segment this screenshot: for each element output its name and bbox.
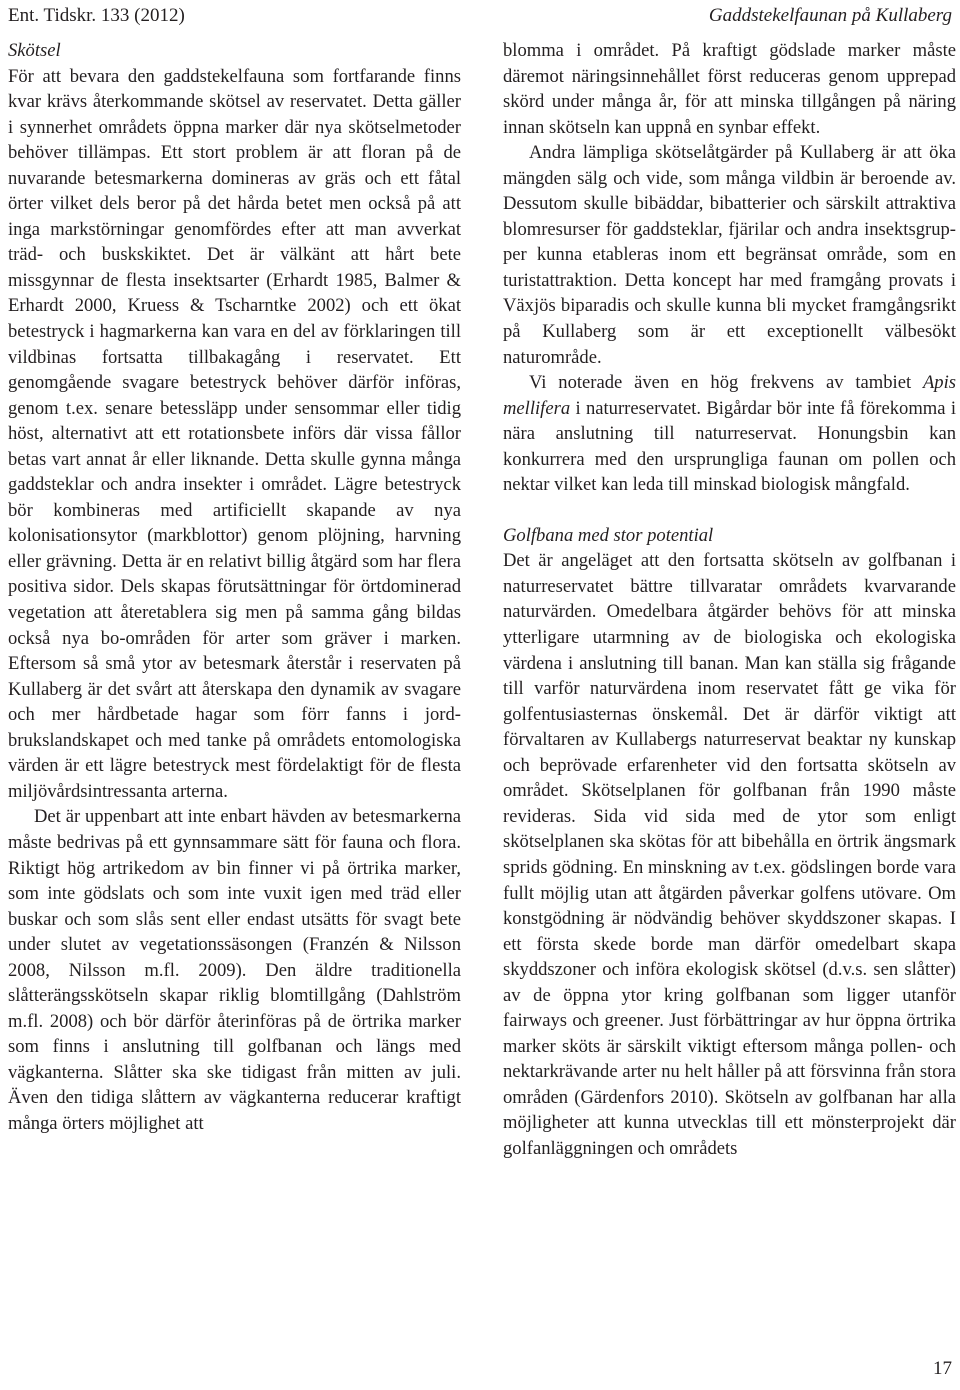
paragraph-text: i naturreservatet. Bigårdar bör inte få förekomma i nära anslutning till naturreservat. Honungsbin kan konkurrera med den ursprungliga faunan om pollen och nektar vilket kan leda till minskad biologisk mångfald. <box>503 397 956 496</box>
section-spacer <box>503 498 956 523</box>
journal-citation: Ent. Tidskr. 133 (2012) <box>8 5 185 26</box>
paragraph-text: Vi noterade även en hög frekvens av tambiet <box>529 372 923 394</box>
section-heading-skotsel: Skötsel <box>8 40 61 61</box>
right-column <box>503 38 956 1162</box>
left-column <box>8 38 461 1137</box>
body-paragraph: Det är angeläget att den fortsatta skötseln av golfbanan i naturreservatet bättre tillvaratar områdets kvarvarande naturvärden. Omedelbara åtgärder behövs för att minska ytterligare utarmning av de biologiska och ekologiska värdena i anslutning till banan. Man kan ställa sig frågande till varför naturvärdena inom reservatet fått ge vika för golfentusiasternas önskemål. Det är därför viktigt att förvaltaren av Kullabergs naturreservat beaktar ny kunskap och beprövade erfarenheter vid den fortsatta skötseln av området. Skötselplanen för golfbanan från 1990 måste revideras. Sida vid sida med de ytor som enligt skötselplanen ska skötas för att bibehålla en örtrik ängsmark sprids gödning. En minskning av t.ex. gödslingen borde vara fullt möjlig utan att åtgärden påverkar golfens utövare. Om konstgödning är nödvändig behöver skyddszoner skapas. I ett första skede borde man därför omedelbart skapa skyddszoner och införa ekologisk skötsel (d.v.s. sen slåtter) av de öppna ytor kring golfbanan som ligger utanför fairways och greener. Just förbättringar av hur öppna örtrika marker sköts är särskilt viktigt eftersom många pollen- och nektarkrävande arter nu helt håller på att försvinna från stora områden (Gärdenfors 2010). Skötseln av golfbanan har alla möjligheter att kunna utvecklas till ett mönsterprojekt där golfanläggningen och områdets <box>503 550 956 1159</box>
body-paragraph: Det är uppenbart att inte enbart hävden av betesmarkerna måste bedrivas på ett gynnsammare sätt för fauna och flora. Riktigt hög artrikedom av bin finner vi på örtrika marker, som inte gödslats och som inte vuxit igen med träd eller buskar och som slås sent eller endast utsätts för svagt bete under slutet av vegetationssäsongen (Franzén & Nilsson 2008, Nilsson m.fl. 2009). Den äldre traditionella slåtterängsskötseln skapar riklig blomtillgång (Dahlström m.fl. 2008) och bör därför återinföras på de örtrika marker som finns i anslutning till golfbanan och längs med vägkanterna. Slåtter ska ske tidigast från mitten av juli. Även den tidiga slåttern av vägkanterna reducerar kraftigt många örters möjlighet att <box>8 806 461 1134</box>
section-heading-golfbana: Golfbana med stor potential <box>503 524 714 546</box>
species-name: Apis mellifera <box>503 372 956 419</box>
body-paragraph: För att bevara den gaddstekelfauna som fortfarande finns kvar krävs återkommande skötsel av reservatet. Detta gäller i synnerhet områdets öppna marker där nya skötselmetoder behöver tillämpas. Ett stort problem är att floran på de nuvarande betesmarkerna domineras av gräs och ett fåtal örter vilket dels beror på det hårda betet men också på att inga markstörningar genomfördes efter att man avverkat träd- och buskskiktet. Det är välkänt att hårt bete missgynnar de flesta insektsarter (Erhardt 1985, Balmer & Erhardt 2000, Kruess & Tscharntke 2002) och ett ökat betestryck i hagmarkerna kan vara en del av förklaringen till vildbinas fortsatta tillbakagång i reservatet. Ett genomgående svagare betestryck behöver därför införas, genom t.ex. senare betessläpp under sensommar eller tidig höst, alternativt att ett rotationsbete införs där vissa fållor betas vart annat år eller liknande. Detta skulle gynna många gaddsteklar och andra insekter i området. Lägre betestryck bör kombineras med artificiellt skapande av nya kolonisationsytor (markblottor) genom plöjning, harvning eller grävning. Detta är en relativt billig åtgärd som har flera positiva sidor. Dels skapas förutsättningar för örtdominerad vegetation att återetablera sig men på samma gång bildas också nya bo-områden för arter som gräver i marken. Eftersom så små ytor av betesmark återstår i reservaten på Kullaberg är det svårt att återskapa den dynamik av svagare och mer hårdbetade hagar som förr fanns i jordbrukslandskapet och med tanke på områdets entomologiska värden är ett lägre betestryck mest fördelaktigt för de flesta miljövårdsintressanta arterna. <box>8 65 461 802</box>
running-title: Gaddstekelfaunan på Kullaberg <box>708 5 952 26</box>
page-number: 17 <box>933 1358 952 1379</box>
body-paragraph: blomma i området. På kraftigt gödslade marker måste däremot näringsinnehållet först reduceras genom upprepad skörd under många år, för att minska tillgången på näring innan skötseln kan uppnå en synbar effekt. <box>503 40 956 138</box>
body-paragraph <box>503 370 956 498</box>
body-paragraph: Andra lämpliga skötselåtgärder på Kullaberg är att öka mängden sälg och vide, som många vildbin är beroende av. Dessutom skulle bibäddar, bibatterier och särskilt attraktiva blomresurser för gaddsteklar, fjärilar och andra insektsgrupper kunna etableras inom ett begränsat område, som en turistattraktion. Detta koncept har med framgång provats i Växjös biparadis och skulle kunna bli mycket framgångsrikt på Kullaberg som är ett exceptionellt välbesökt naturområde. <box>503 142 956 368</box>
